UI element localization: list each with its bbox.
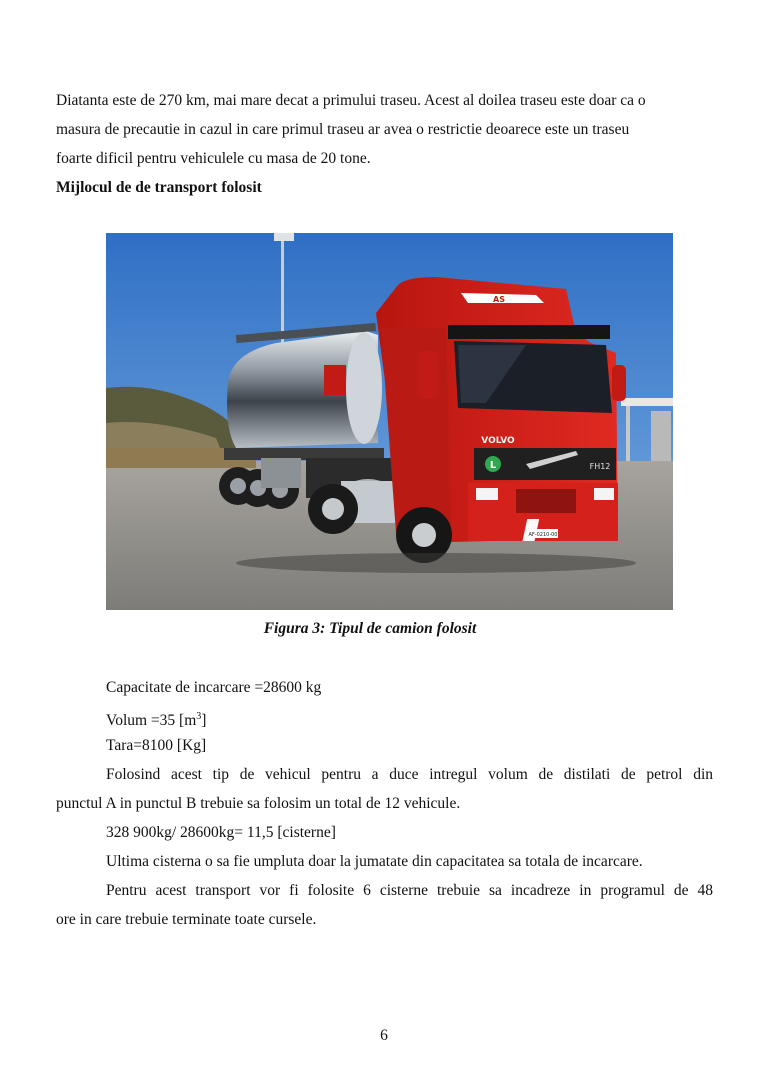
spec-tare: Tara=8100 [Kg] [106,737,207,754]
transport-line-2: ore in care trebuie terminate toate cursele. [56,911,317,928]
roof-logo: AS [493,295,505,304]
section-heading: Mijlocul de de transport folosit [56,179,262,196]
left-mirror [418,351,438,399]
intro-line-1: Diatanta este de 270 km, mai mare decat a primului traseu. Acest al doilea traseu este doar ca o [56,92,646,109]
transport-paragraph [56,876,713,934]
spec-volume-text: Volum =35 [m [106,712,197,730]
intro-line-2: masura de precautie in cazul in care primul traseu ar avea o restrictie deoarece este un traseu [56,121,630,138]
model-badge: FH12 [589,462,611,471]
intro-paragraph [56,86,713,173]
transport-line-1: Pentru acest transport vor fi folosite 6 cisterne trebuie sa incadreze in programul de 48 [106,882,713,899]
vehicles-line-1: Folosind acest tip de vehicul pentru a duce intregul volum de distilati de petrol din [106,766,713,783]
license-plate: AF-0210-00 [528,532,558,538]
calculation-line: 328 900kg/ 28600kg= 11,5 [cisterne] [106,824,336,841]
cab-brand: VOLVO [481,436,515,446]
last-tank-line: Ultima cisterna o sa fie umpluta doar la jumatate din capacitatea sa totala de incarcare. [106,853,643,870]
page-number: 6 [380,1027,388,1044]
right-mirror [612,365,626,401]
spec-volume-close: ] [201,712,207,730]
spec-capacity: Capacitate de incarcare =28600 kg [106,679,322,696]
truck-photo [106,233,673,610]
figure-caption: Figura 3: Tipul de camion folosit [263,620,477,637]
spec-volume-exponent: 3 [196,711,202,722]
badge-l: L [489,460,497,471]
vehicles-line-2: punctul A in punctul B trebuie sa folosim un total de 12 vehicule. [56,795,461,812]
vehicles-paragraph [56,760,713,818]
intro-line-3: foarte dificil pentru vehiculele cu masa de 20 tone. [56,150,371,167]
